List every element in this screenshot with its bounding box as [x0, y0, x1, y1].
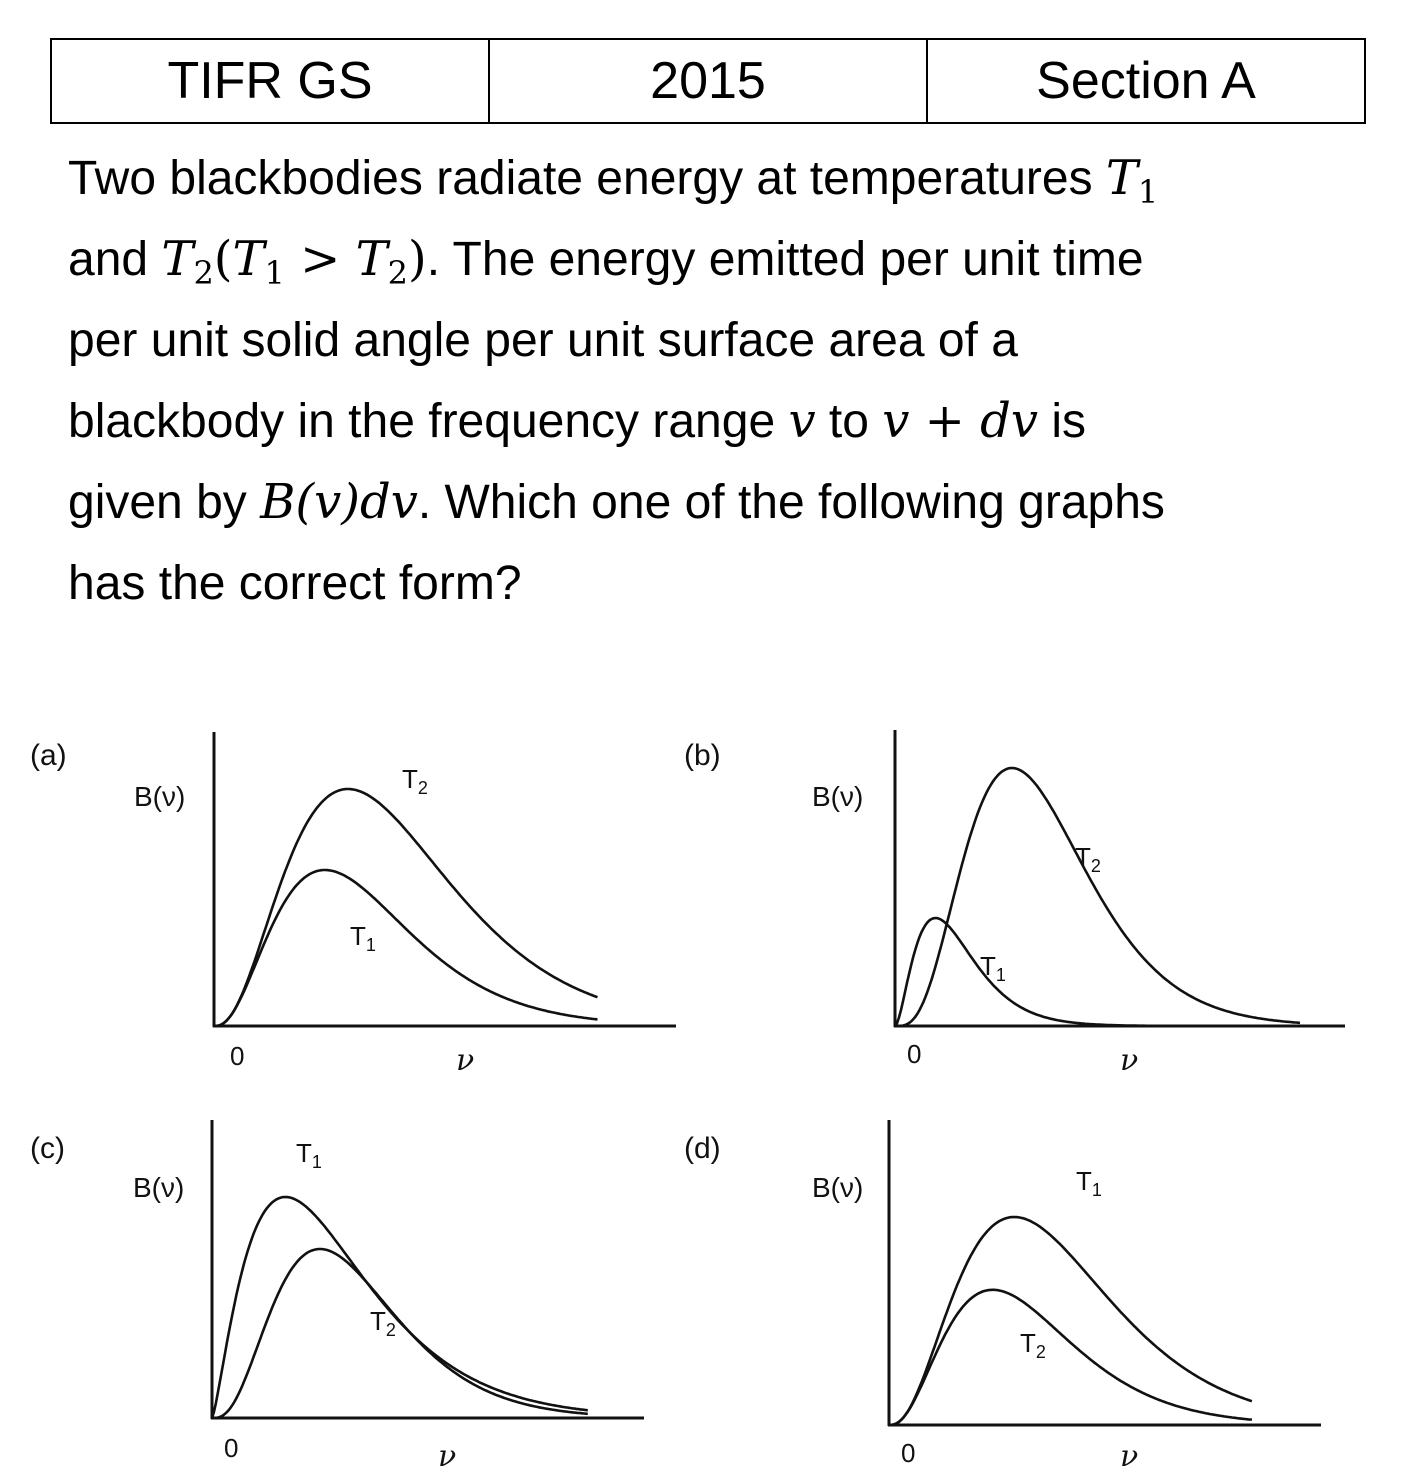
- y-axis-label: B(ν): [812, 781, 864, 812]
- curve-label-T2: $T_2$: [402, 764, 428, 798]
- question-line-1: Two blackbodies radiate energy at temperatures $T_1$: [68, 150, 1159, 211]
- panel-label: (d): [684, 1132, 721, 1165]
- curve-label-T1: $T_1$: [350, 921, 376, 955]
- panel-label: (a): [30, 739, 67, 772]
- x-axis-label: ν: [1120, 1043, 1139, 1078]
- graph-c: [30, 1120, 644, 1474]
- y-axis-label: B(ν): [133, 1172, 185, 1203]
- curve-label-T2: $T_2$: [1075, 842, 1101, 876]
- panel-label: (c): [30, 1132, 65, 1165]
- curve-label-T2: $T_2$: [1020, 1328, 1046, 1362]
- curve-label-T1: $T_1$: [296, 1138, 322, 1172]
- y-axis-label: B(ν): [812, 1172, 864, 1203]
- question-line-4: blackbody in the frequency range v to v + dv is: [68, 393, 1086, 449]
- question-line-5: given by B(v)dv. Which one of the following graphs: [68, 474, 1165, 530]
- curve-T2: [214, 789, 598, 1026]
- x-axis-label: ν: [456, 1043, 475, 1078]
- curve-T2: [895, 768, 1300, 1026]
- exam-year: 2015: [489, 39, 927, 123]
- curve-label-T1: $T_1$: [980, 951, 1006, 985]
- question-line-3: per unit solid angle per unit surface area of a: [68, 314, 1018, 367]
- curve-T1: [889, 1217, 1252, 1425]
- origin-label: 0: [224, 1433, 239, 1463]
- graph-b: [684, 730, 1345, 1078]
- x-axis-label: ν: [1120, 1439, 1139, 1474]
- curve-T1: [212, 1197, 588, 1418]
- exam-section: Section A: [927, 39, 1365, 123]
- exam-name: TIFR GS: [51, 39, 489, 123]
- origin-label: 0: [230, 1041, 245, 1071]
- graph-d: [684, 1120, 1321, 1474]
- curve-T1: [214, 870, 598, 1026]
- curve-T1: [895, 918, 1300, 1026]
- curve-label-T2: $T_2$: [370, 1306, 396, 1340]
- origin-label: 0: [907, 1039, 922, 1069]
- curve-label-T1: $T_1$: [1076, 1166, 1102, 1200]
- curve-T2: [889, 1290, 1252, 1425]
- graph-a: [30, 732, 676, 1078]
- x-axis-label: ν: [438, 1439, 457, 1474]
- curve-T2: [212, 1249, 588, 1418]
- y-axis-label: B(ν): [134, 781, 186, 812]
- origin-label: 0: [901, 1438, 916, 1468]
- question-line-2: and $T_2(T_1 > T_2)$. The energy emitted per unit time: [68, 231, 1144, 292]
- panel-label: (b): [684, 739, 721, 772]
- question-line-6: has the correct form?: [68, 557, 522, 610]
